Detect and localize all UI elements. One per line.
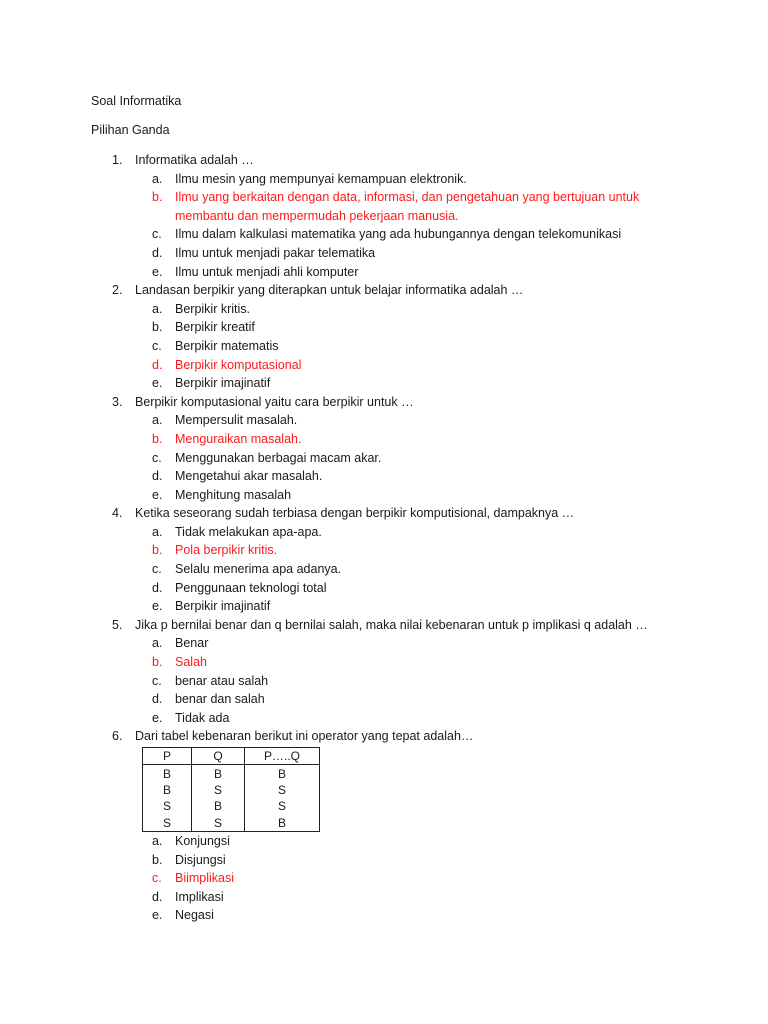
- truth-table-cell: S: [245, 798, 320, 814]
- question-number: 1.: [112, 153, 123, 167]
- option-item: [152, 188, 752, 225]
- option-letter: e.: [152, 264, 163, 279]
- option-list: [152, 523, 752, 616]
- option-item: [152, 449, 752, 468]
- question-text: Dari tabel kebenaran berikut ini operator yang tepat adalah…: [135, 729, 474, 744]
- option-text: Penggunaan teknologi total: [175, 580, 327, 595]
- option-text: Menggunakan berbagai macam akar.: [175, 450, 382, 465]
- truth-table-cell: B: [143, 782, 192, 798]
- option-text: Berpikir kritis.: [175, 301, 251, 316]
- option-letter: c.: [152, 338, 162, 353]
- option-text: Ilmu dalam kalkulasi matematika yang ada hubungannya dengan telekomunikasi: [175, 227, 622, 242]
- option-letter: d.: [152, 580, 163, 595]
- option-item: [152, 906, 752, 925]
- option-letter: e.: [152, 599, 163, 614]
- option-item: [152, 597, 752, 616]
- option-letter: e.: [152, 487, 163, 502]
- option-letter: e.: [152, 710, 163, 725]
- option-text: Ilmu mesin yang mempunyai kemampuan elektronik.: [175, 171, 467, 186]
- question-item: [112, 616, 752, 728]
- option-item: [152, 634, 752, 653]
- truth-table-cell: S: [245, 782, 320, 798]
- option-list: [152, 832, 752, 925]
- option-text: Selalu menerima apa adanya.: [175, 562, 342, 577]
- option-item: [152, 888, 752, 907]
- option-item: [152, 356, 752, 375]
- option-item: [152, 300, 752, 319]
- option-text: Salah: [175, 655, 207, 670]
- option-item: [152, 374, 752, 393]
- option-letter: b.: [152, 320, 163, 335]
- option-letter: d.: [152, 692, 163, 707]
- page-title: Soal Informatika: [91, 94, 182, 108]
- question-text: Ketika seseorang sudah terbiasa dengan berpikir komputisional, dampaknya …: [135, 506, 575, 521]
- truth-table-cell: B: [245, 815, 320, 832]
- option-item: [152, 851, 752, 870]
- option-list: [152, 170, 752, 282]
- option-list: [152, 634, 752, 727]
- option-letter: c.: [152, 871, 162, 886]
- section-title: Pilihan Ganda: [91, 123, 170, 137]
- option-item: [152, 869, 752, 888]
- option-item: [152, 486, 752, 505]
- truth-table-header: Q: [192, 748, 245, 765]
- question-item: [112, 727, 752, 925]
- question-number: 4.: [112, 506, 123, 521]
- option-letter: a.: [152, 171, 163, 186]
- question-text: Jika p bernilai benar dan q bernilai salah, maka nilai kebenaran untuk p implikasi q adalah …: [135, 617, 648, 632]
- question-item: [112, 393, 752, 505]
- option-letter: e.: [152, 376, 163, 391]
- option-letter: a.: [152, 636, 163, 651]
- option-text: Berpikir komputasional: [175, 357, 302, 372]
- option-text: Ilmu untuk menjadi ahli komputer: [175, 264, 359, 279]
- truth-table-cell: B: [192, 765, 245, 782]
- option-text: Berpikir imajinatif: [175, 376, 271, 391]
- option-letter: a.: [152, 301, 163, 316]
- truth-table-cell: S: [192, 815, 245, 832]
- option-item: [152, 832, 752, 851]
- option-text: Ilmu yang berkaitan dengan data, informasi, dan pengetahuan yang bertujuan untuk membantu dan mempermudah pekerjaan manusia.: [175, 190, 640, 223]
- option-item: [152, 709, 752, 728]
- option-letter: d.: [152, 889, 163, 904]
- option-list: [152, 411, 752, 504]
- question-list: [112, 151, 752, 925]
- option-letter: c.: [152, 673, 162, 688]
- option-item: [152, 523, 752, 542]
- option-text: Menghitung masalah: [175, 487, 292, 502]
- option-letter: b.: [152, 852, 163, 867]
- option-text: Berpikir imajinatif: [175, 599, 271, 614]
- option-item: [152, 541, 752, 560]
- option-item: [152, 690, 752, 709]
- option-letter: a.: [152, 833, 163, 848]
- truth-table-row: [143, 765, 320, 782]
- option-letter: b.: [152, 431, 163, 446]
- option-text: Benar: [175, 636, 209, 651]
- truth-table-cell: B: [245, 765, 320, 782]
- option-item: [152, 170, 752, 189]
- option-text: Negasi: [175, 908, 214, 923]
- question-item: [112, 281, 752, 393]
- question-text: Informatika adalah …: [135, 153, 254, 167]
- option-item: [152, 672, 752, 691]
- option-letter: b.: [152, 655, 163, 670]
- option-text: benar atau salah: [175, 673, 269, 688]
- option-text: Berpikir matematis: [175, 338, 279, 353]
- option-text: Berpikir kreatif: [175, 320, 255, 335]
- option-item: [152, 653, 752, 672]
- truth-table-row: [143, 782, 320, 798]
- option-text: benar dan salah: [175, 692, 265, 707]
- option-text: Ilmu untuk menjadi pakar telematika: [175, 245, 376, 260]
- option-text: Mempersulit masalah.: [175, 413, 298, 428]
- option-item: [152, 430, 752, 449]
- option-letter: d.: [152, 357, 163, 372]
- truth-table: [142, 747, 320, 832]
- question-item: [112, 151, 752, 281]
- question-number: 6.: [112, 729, 123, 744]
- truth-table-cell: B: [143, 765, 192, 782]
- option-letter: c.: [152, 562, 162, 577]
- option-letter: e.: [152, 908, 163, 923]
- truth-table-cell: S: [192, 782, 245, 798]
- option-item: [152, 318, 752, 337]
- option-text: Implikasi: [175, 889, 224, 904]
- question-number: 2.: [112, 283, 123, 298]
- option-text: Pola berpikir kritis.: [175, 543, 278, 558]
- option-letter: a.: [152, 524, 163, 539]
- question-number: 3.: [112, 394, 123, 409]
- truth-table-header: P…..Q: [245, 748, 320, 765]
- option-text: Konjungsi: [175, 833, 230, 848]
- option-letter: b.: [152, 543, 163, 558]
- option-text: Tidak ada: [175, 710, 230, 725]
- truth-table-cell: B: [192, 798, 245, 814]
- truth-table-header: P: [143, 748, 192, 765]
- question-number: 5.: [112, 617, 123, 632]
- option-letter: a.: [152, 413, 163, 428]
- truth-table-cell: S: [143, 815, 192, 832]
- question-item: [112, 504, 752, 616]
- option-text: Tidak melakukan apa-apa.: [175, 524, 322, 539]
- option-letter: d.: [152, 469, 163, 484]
- question-text: Berpikir komputasional yaitu cara berpikir untuk …: [135, 394, 414, 409]
- option-list: [152, 300, 752, 393]
- option-text: Disjungsi: [175, 852, 226, 867]
- option-text: Mengetahui akar masalah.: [175, 469, 323, 484]
- option-item: [152, 263, 752, 282]
- option-item: [152, 244, 752, 263]
- truth-table-row: [143, 815, 320, 832]
- option-letter: c.: [152, 227, 162, 242]
- option-item: [152, 337, 752, 356]
- question-text: Landasan berpikir yang diterapkan untuk belajar informatika adalah …: [135, 283, 524, 298]
- option-item: [152, 579, 752, 598]
- option-text: Biimplikasi: [175, 871, 235, 886]
- truth-table-cell: S: [143, 798, 192, 814]
- option-text: Menguraikan masalah.: [175, 431, 302, 446]
- option-letter: b.: [152, 190, 163, 205]
- option-letter: d.: [152, 245, 163, 260]
- option-item: [152, 560, 752, 579]
- truth-table-row: [143, 798, 320, 814]
- option-item: [152, 411, 752, 430]
- truth-table-header-row: [143, 748, 320, 765]
- option-item: [152, 467, 752, 486]
- option-letter: c.: [152, 450, 162, 465]
- option-item: [152, 225, 752, 244]
